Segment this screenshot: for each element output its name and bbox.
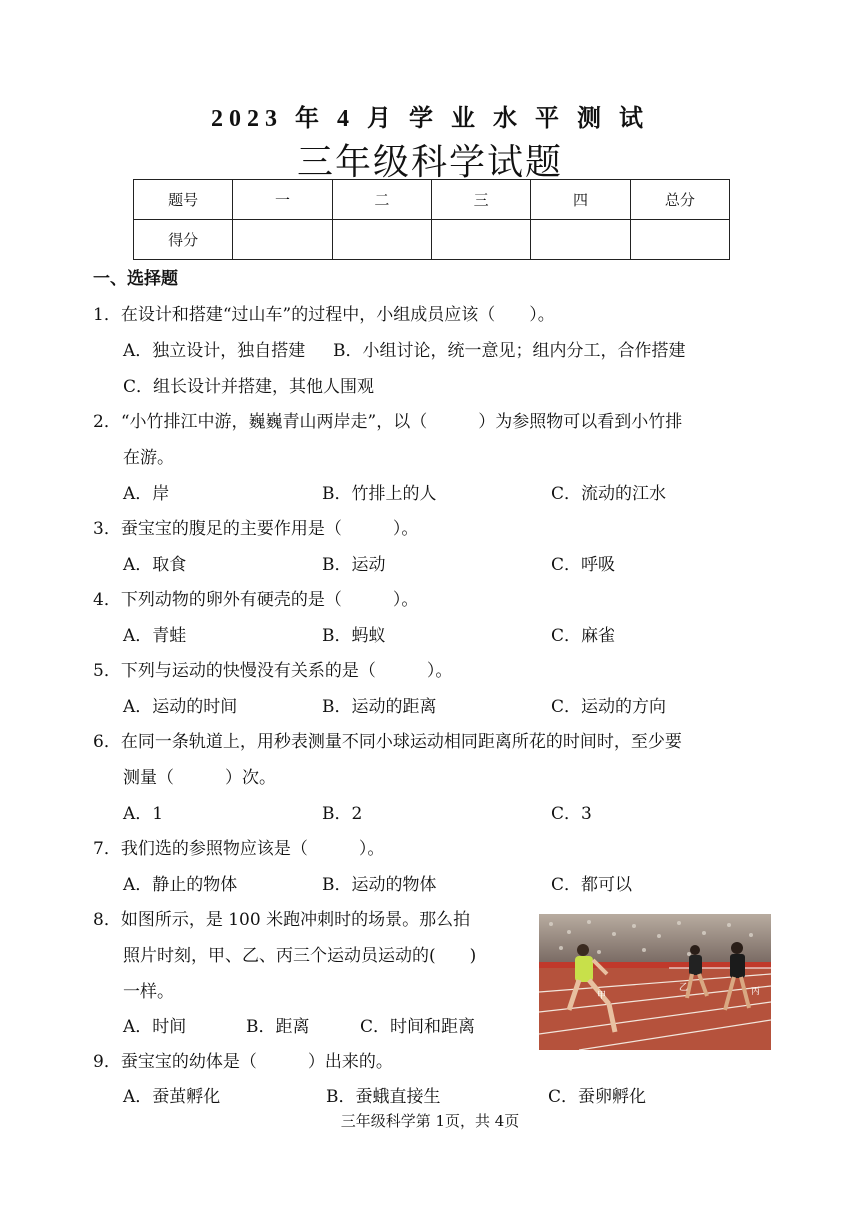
sprint-finish-photo	[539, 914, 771, 1050]
question-9-option-a: A．蚕茧孵化	[123, 1087, 221, 1107]
score-table	[133, 179, 730, 260]
question-3-option-b: B．运动	[322, 555, 386, 575]
question-6-option-a: A．1	[123, 804, 164, 824]
question-3-option-c: C．呼吸	[551, 555, 616, 575]
question-1-option-c: C．组长设计并搭建，其他人围观	[123, 377, 375, 397]
score-table-header-row	[134, 180, 730, 220]
question-7-option-b: B．运动的物体	[322, 875, 437, 895]
sprint-finish-illustration	[539, 914, 771, 1050]
score-cell: 题号	[134, 180, 233, 220]
score-blank-cell[interactable]	[630, 220, 729, 260]
question-6-option-c: C．3	[551, 804, 592, 824]
question-1-option-a: A．独立设计，独自搭建	[123, 341, 306, 361]
question-6-stem: 6．在同一条轨道上，用秒表测量不同小球运动相同距离所花的时间时，至少要	[93, 732, 682, 752]
question-5-option-c: C．运动的方向	[551, 697, 667, 717]
question-5-option-b: B．运动的距离	[322, 697, 437, 717]
page-footer: 三年级科学第 1页，共 4页	[340, 1112, 520, 1130]
label-yi: 乙	[679, 983, 689, 993]
question-8-option-b: B．距离	[246, 1017, 310, 1037]
score-cell: 三	[431, 180, 530, 220]
question-5-stem: 5．下列与运动的快慢没有关系的是（ ）。	[93, 661, 453, 681]
question-7-option-c: C．都可以	[551, 875, 633, 895]
question-2-stem: 2．“小竹排江中游，巍巍青山两岸走”，以（ ）为参照物可以看到小竹排	[93, 412, 683, 432]
question-8-option-c: C．时间和距离	[360, 1017, 476, 1037]
question-9-option-b: B．蚕蛾直接生	[326, 1087, 441, 1107]
question-9-stem: 9．蚕宝宝的幼体是（ ）出来的。	[93, 1052, 393, 1072]
score-blank-cell[interactable]	[531, 220, 630, 260]
question-7-option-a: A．静止的物体	[123, 875, 238, 895]
score-table-score-row	[134, 220, 730, 260]
question-1-option-b: B．小组讨论，统一意见；组内分工，合作搭建	[333, 341, 686, 361]
question-7-stem: 7．我们选的参照物应该是（ ）。	[93, 839, 385, 859]
question-6-stem-cont: 测量（ ）次。	[123, 768, 276, 788]
score-cell: 一	[233, 180, 332, 220]
question-8-stem: 8．如图所示，是 100 米跑冲刺时的场景。那么拍	[93, 910, 471, 930]
question-4-stem: 4．下列动物的卵外有硬壳的是（ ）。	[93, 590, 419, 610]
question-2-option-c: C．流动的江水	[551, 484, 667, 504]
question-6-option-b: B．2	[322, 804, 363, 824]
score-blank-cell[interactable]	[431, 220, 530, 260]
question-3-stem: 3．蚕宝宝的腹足的主要作用是（ ）。	[93, 519, 419, 539]
score-blank-cell[interactable]	[233, 220, 332, 260]
question-3-option-a: A．取食	[123, 555, 187, 575]
section-title: 一、选择题	[93, 269, 178, 289]
label-bing: 丙	[751, 987, 761, 997]
label-jia: 甲	[597, 991, 607, 1001]
question-4-option-c: C．麻雀	[551, 626, 616, 646]
question-8-stem-cont2: 一样。	[123, 982, 174, 1002]
question-4-option-b: B．蚂蚁	[322, 626, 386, 646]
exam-header: 2023 年 4 月 学 业 水 平 测 试	[211, 106, 649, 132]
question-8-option-a: A．时间	[123, 1017, 187, 1037]
score-cell: 二	[332, 180, 431, 220]
exam-title: 三年级科学试题	[296, 142, 563, 183]
question-1-stem: 1．在设计和搭建“过山车”的过程中，小组成员应该（ ）。	[93, 305, 555, 325]
question-5-option-a: A．运动的时间	[123, 697, 238, 717]
score-cell: 总分	[630, 180, 729, 220]
question-4-option-a: A．青蛙	[123, 626, 187, 646]
question-2-stem-cont: 在游。	[123, 448, 174, 468]
score-cell: 四	[531, 180, 630, 220]
question-8-stem-cont: 照片时刻，甲、乙、丙三个运动员运动的( )	[123, 946, 477, 966]
question-9-option-c: C．蚕卵孵化	[548, 1087, 647, 1107]
question-2-option-a: A．岸	[123, 484, 170, 504]
score-cell: 得分	[134, 220, 233, 260]
score-blank-cell[interactable]	[332, 220, 431, 260]
question-2-option-b: B．竹排上的人	[322, 484, 437, 504]
